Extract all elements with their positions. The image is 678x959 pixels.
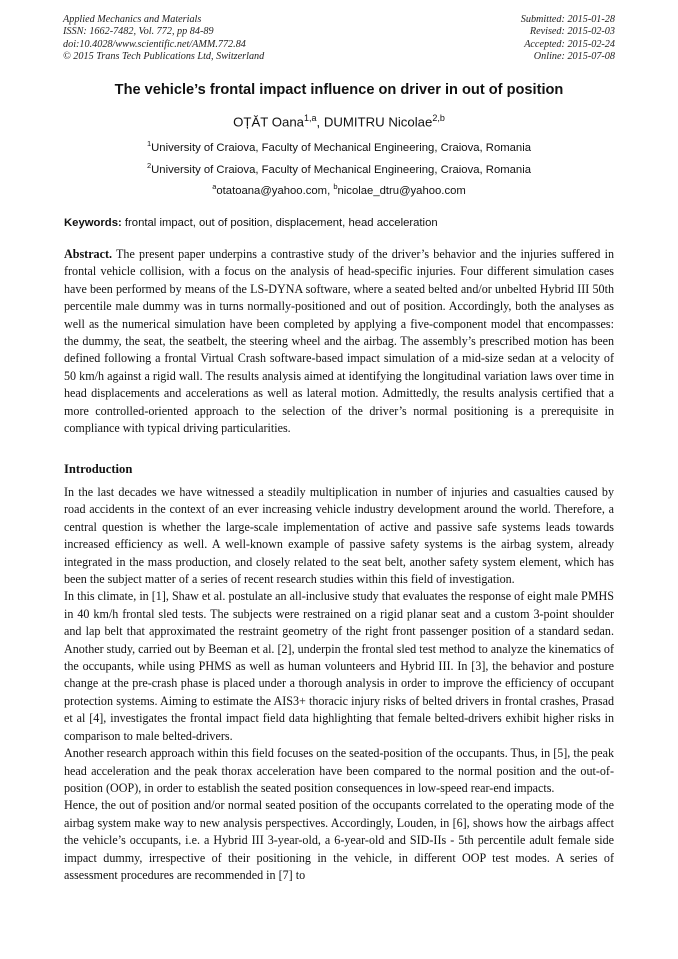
abstract-text: The present paper underpins a contrastive study of the driver’s behavior and the injuries suffered in frontal vehicle collision, with a focus on the analysis of head-specific injuries. Four different simulation cases have been performed by means of the LS-DYNA software, where a seated belted and/or unbelted Hybrid III 50th percentile male dummy was in turns normally-positioned and out of position. Accordingly, both the analyses as well as the numerical simulation have been completed by applying a five-component model that encompasses: the dummy, the seat, the seatbelt, the steering wheel and the airbag. The assembly’s prescribed motion has been defined following a frontal Virtual Crash software-based impact simulation of a mid-size sedan at a velocity of 50 km/h against a rigid wall. The results analysis aimed at identifying the longitudinal variation laws over time in head displacements and accelerations as well as lateral motion. Admittedly, the results analysis certified that a more controlled-oriented approach to the selection of the driver’s normal positioning is a prerequisite in compliance with typical driving particularities.	[64, 247, 614, 436]
abstract-label: Abstract.	[64, 247, 113, 261]
email-a-mark: a	[212, 182, 217, 191]
keywords-text: frontal impact, out of position, displacement, head acceleration	[121, 217, 438, 229]
submission-dates	[521, 14, 615, 64]
affiliation-2-text: University of Craiova, Faculty of Mechanical Engineering, Craiova, Romania	[151, 163, 532, 176]
author-2-affil-mark: 2,b	[432, 113, 445, 123]
affiliation-1-text: University of Craiova, Faculty of Mechanical Engineering, Craiova, Romania	[151, 141, 532, 154]
date-submitted: Submitted: 2015-01-28	[520, 14, 615, 25]
intro-paragraph-2: In this climate, in [1], Shaw et al. postulate an all-inclusive study that evaluates the response of eight male PMHS in 40 km/h frontal sled tests. The subjects were restrained on a rigid planar seat and a custom 3-point shoulder and lap belt that approximated the restraint geometry of the right front passenger position of a standard sedan. Another study, carried out by Beeman et al. [2], underpin the frontal sled test method to analyze the kinematics of the occupants, while using PHMS as well as human volunteers and Hybrid III. In [3], the behavior and posture change at the pre-crash phase is placed under a thorough analysis in order to improve the efficiency of occupant protection systems. Aiming to estimate the AIS3+ thoracic injury risks of belted drivers in frontal crashes, Prasad et al [4], investigates the frontal impact field data highlighting that female belted-drivers exhibit higher risks in comparison to male belted-drivers.	[64, 589, 614, 743]
date-online: Online: 2015-07-08	[533, 51, 615, 63]
affiliation-1-mark: 1	[146, 139, 152, 148]
author-list	[0, 113, 678, 129]
journal-name: Applied Mechanics and Materials	[63, 14, 202, 25]
author-2-name: DUMITRU Nicolae	[323, 114, 433, 130]
journal-doi: doi:10.4028/www.scientific.net/AMM.772.84	[63, 38, 246, 50]
keywords	[64, 217, 438, 229]
journal-info	[63, 14, 264, 64]
date-accepted: Accepted: 2015-02-24	[524, 38, 615, 50]
affiliation-1	[0, 139, 678, 154]
author-1-name: OȚĂT Oana	[233, 114, 305, 130]
email-a: otatoana@yahoo.com	[216, 184, 328, 197]
journal-issn: ISSN: 1662-7482, Vol. 772, pp 84-89	[63, 26, 214, 38]
affiliation-2	[0, 161, 678, 176]
intro-paragraph-1: In the last decades we have witnessed a steadily multiplication in number of injuries and casualties caused by road accidents in the context of an ever increasing vehicle industry development around the world. Therefore, a central question is whether the large-scale implementation of active and passive safe systems leads towards increased efficiency as well. A well-known example of passive safety systems is the airbag system, already integrated in the mass production, and closely related to the seat belt, another safety system element, which has been the subject matter of a series of recent research studies within this field of investigation.	[64, 485, 614, 587]
date-revised: Revised: 2015-02-03	[529, 26, 615, 38]
abstract	[64, 246, 614, 437]
journal-copyright: © 2015 Trans Tech Publications Ltd, Switzerland	[63, 51, 265, 63]
author-separator: ,	[316, 114, 324, 130]
email-b: nicolae_dtru@yahoo.com	[337, 184, 466, 197]
author-emails	[0, 182, 678, 197]
affiliation-2-mark: 2	[146, 161, 152, 170]
intro-paragraph-4: Hence, the out of position and/or normal seated position of the occupants correlated to the operating mode of the airbag system make way to new analysis perspectives. Accordingly, Louden, in [6], shows how the airbags affect the vehicle’s occupants, i.e. a Hybrid III 3-year-old, a 6-year-old and SID-IIs - 5th percentile adult female side impact dummy, irrespective of their positioning in the vehicle, in different OOP test modes. A series of assessment procedures are recommended in [7] to	[64, 798, 614, 882]
email-separator: ,	[327, 184, 334, 197]
introduction-body	[64, 484, 614, 954]
keywords-label: Keywords:	[64, 217, 122, 229]
section-heading-introduction: Introduction	[64, 462, 133, 476]
author-1-affil-mark: 1,a	[304, 113, 317, 123]
intro-paragraph-3: Another research approach within this field focuses on the seated-position of the occupants. Thus, in [5], the peak head acceleration and the peak thorax acceleration have been compared to the normal position and the out-of-position (OOP), in order to establish the seated position consequences in low-speed rear-end impacts.	[64, 746, 614, 795]
paper-title: The vehicle’s frontal impact influence on driver in out of position	[114, 82, 564, 98]
email-b-mark: b	[333, 182, 338, 191]
